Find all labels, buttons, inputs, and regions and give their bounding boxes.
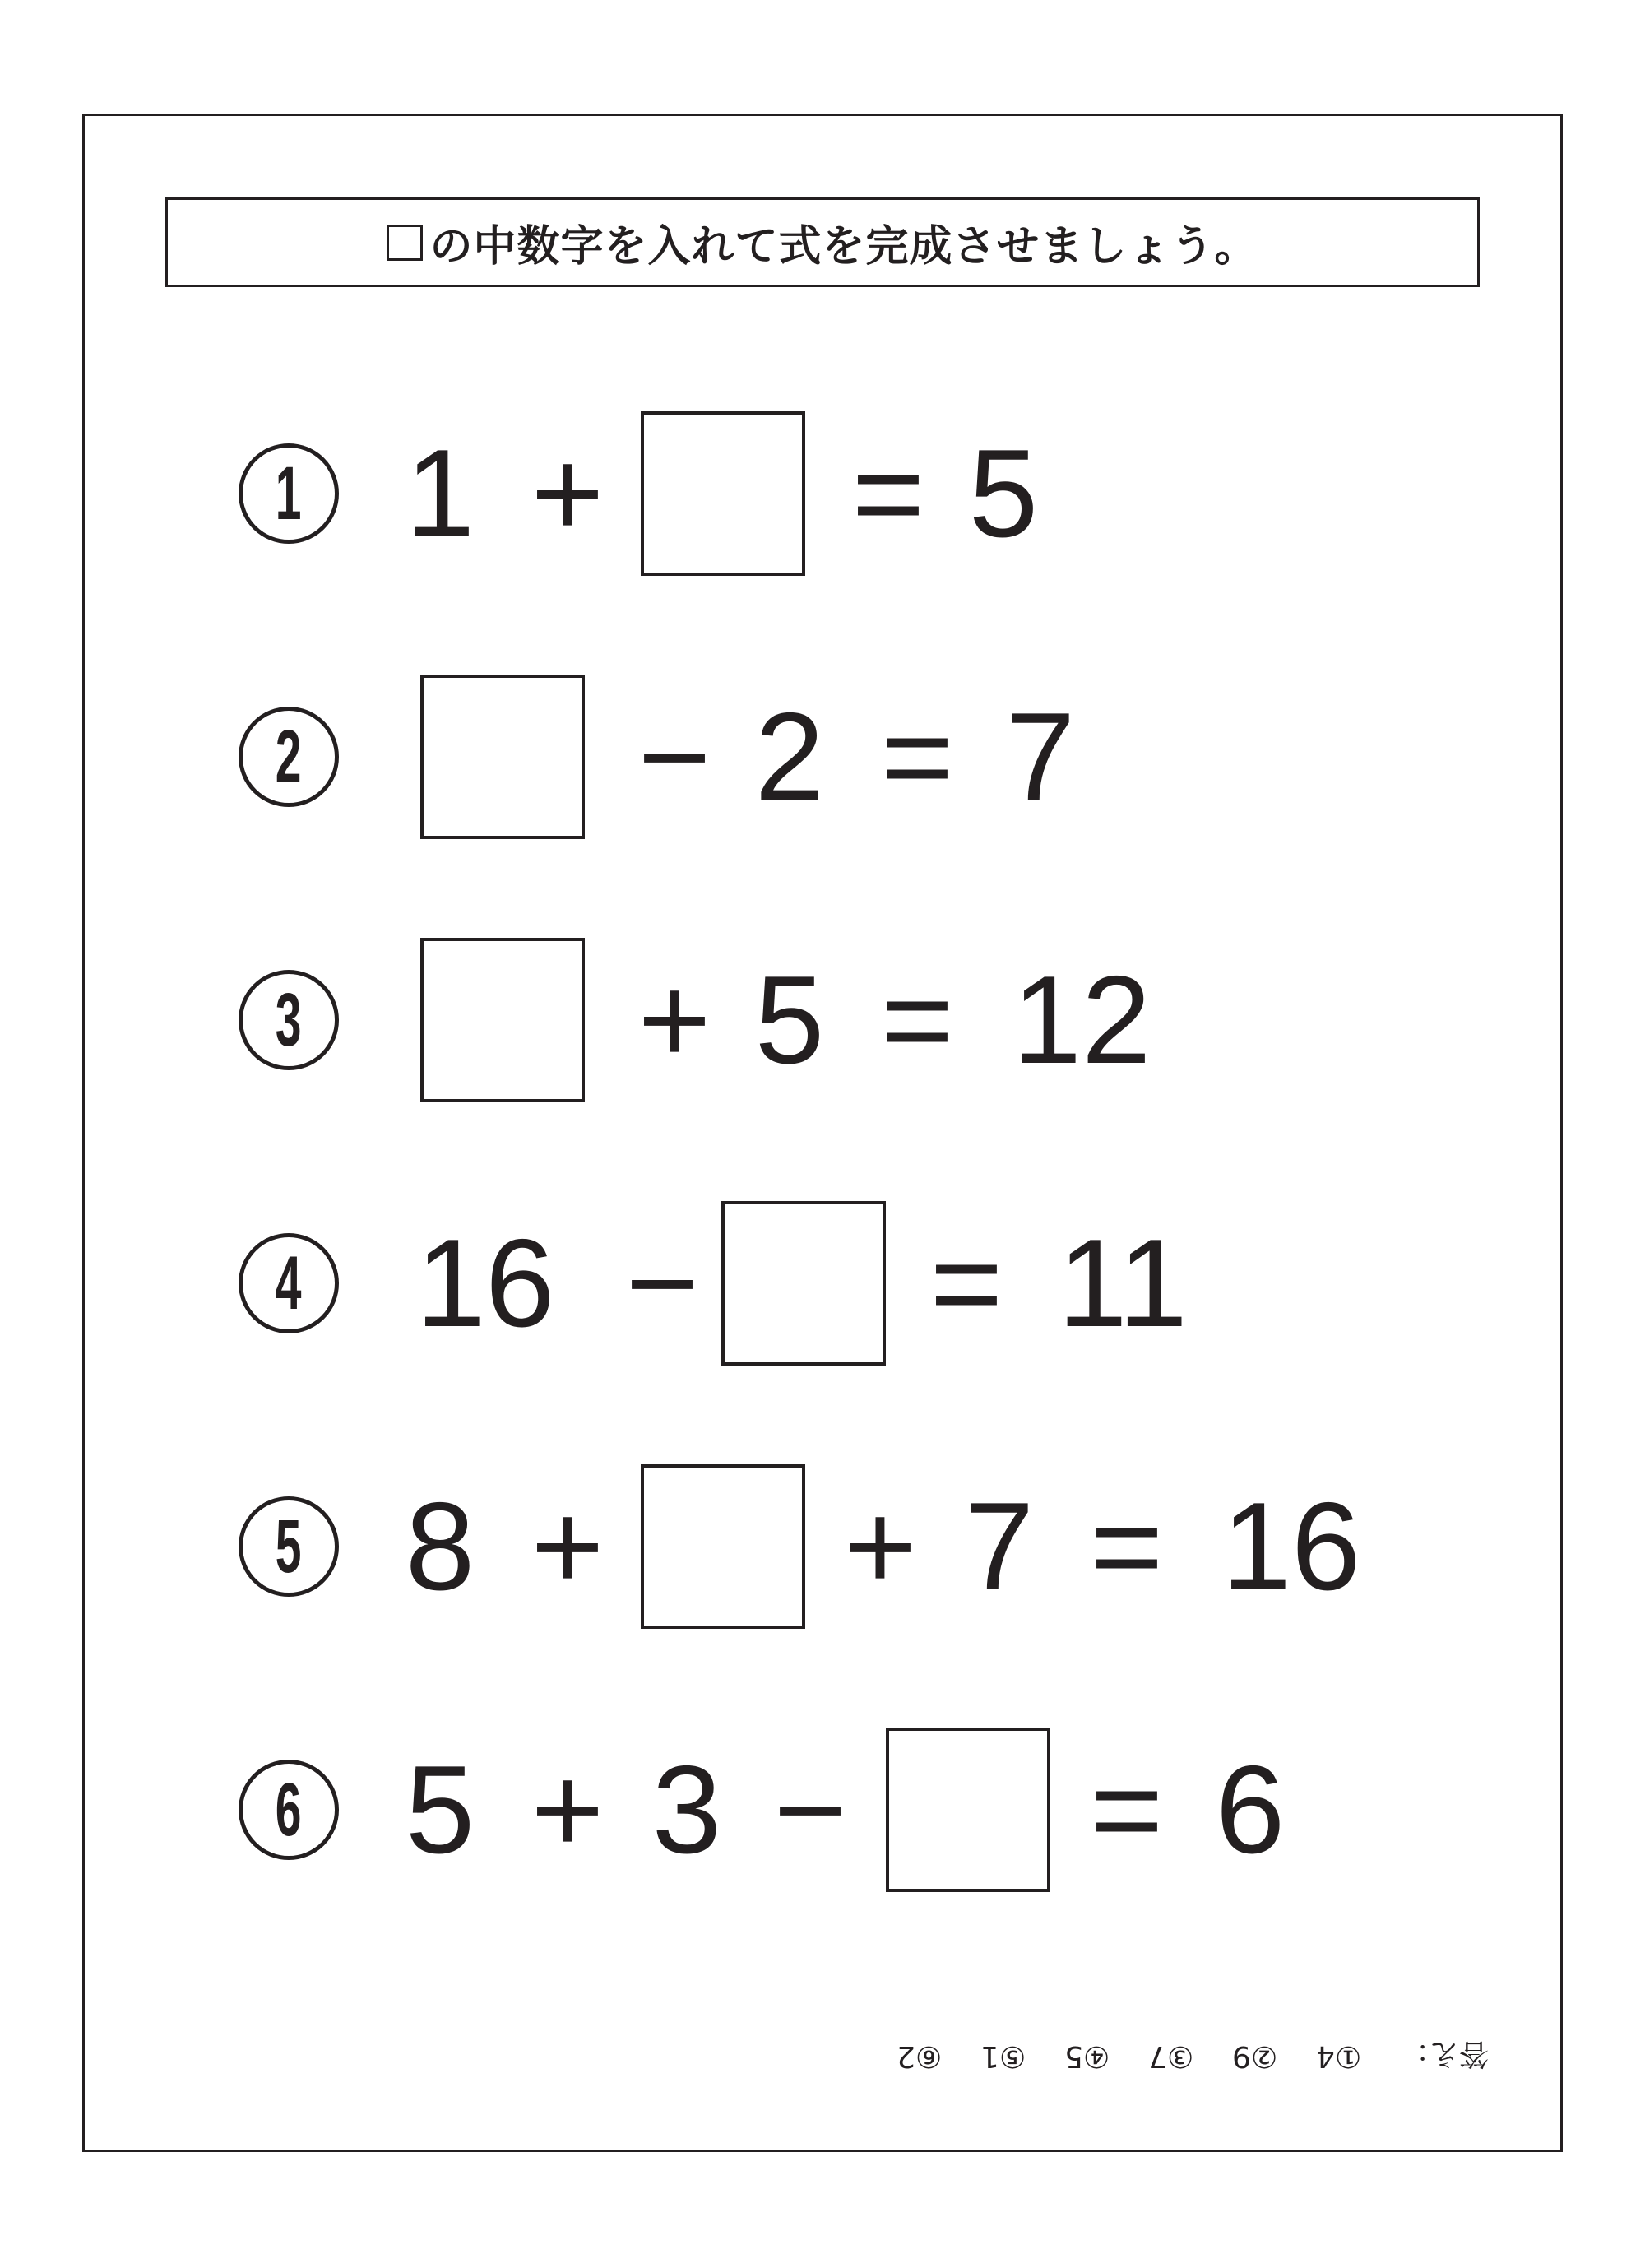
plus-sign: +: [531, 1477, 605, 1616]
equals-sign: =: [851, 424, 925, 564]
answer-blank-box[interactable]: [641, 411, 805, 576]
problem-3: [0, 930, 1645, 1111]
answer-item: ④5: [1064, 2039, 1110, 2074]
result: 7: [1005, 687, 1076, 827]
problem-number-badge: 5: [239, 1496, 339, 1597]
problem-5: [0, 1456, 1645, 1637]
equals-sign: =: [1090, 1477, 1164, 1616]
plus-sign: +: [637, 950, 711, 1090]
answer-item: ③7: [1148, 2039, 1194, 2074]
plus-sign: +: [843, 1477, 917, 1616]
instruction-box-symbol: [387, 225, 423, 261]
answer-key-label: 答え：: [1399, 2037, 1489, 2071]
answer-item: ⑥2: [897, 2039, 943, 2074]
result: 16: [1221, 1477, 1361, 1616]
result: 5: [968, 424, 1039, 564]
minus-sign: −: [773, 1740, 847, 1880]
operand: 7: [964, 1477, 1035, 1616]
answer-blank-box[interactable]: [886, 1728, 1050, 1892]
result: 12: [1012, 950, 1152, 1090]
equals-sign: =: [929, 1213, 1003, 1353]
answer-item: ②9: [1232, 2039, 1278, 2074]
instruction-banner: [165, 197, 1480, 287]
answer-blank-box[interactable]: [721, 1201, 886, 1366]
minus-sign: −: [637, 687, 711, 827]
instruction-text: の中数字を入れて式を完成させましょう。: [429, 222, 1258, 271]
answer-blank-box[interactable]: [420, 675, 585, 839]
minus-sign: −: [625, 1213, 699, 1353]
answer-item: ①4: [1316, 2039, 1362, 2074]
problem-4: [0, 1193, 1645, 1374]
operand: 5: [754, 950, 825, 1090]
operand: 16: [415, 1213, 555, 1353]
result: 6: [1215, 1740, 1286, 1880]
problem-number-badge: 1: [239, 443, 339, 544]
operand: 2: [754, 687, 825, 827]
equals-sign: =: [880, 950, 954, 1090]
problem-number-badge: 4: [239, 1233, 339, 1333]
plus-sign: +: [531, 424, 605, 564]
equals-sign: =: [1090, 1740, 1164, 1880]
problem-1: [0, 403, 1645, 584]
plus-sign: +: [531, 1740, 605, 1880]
operand: 5: [405, 1740, 475, 1880]
problem-number-badge: 3: [239, 970, 339, 1070]
answer-item: ⑤1: [980, 2039, 1026, 2074]
problem-2: [0, 666, 1645, 847]
problem-number-badge: 6: [239, 1760, 339, 1860]
operand: 3: [651, 1740, 722, 1880]
equals-sign: =: [880, 687, 954, 827]
problem-6: [0, 1719, 1645, 1900]
result: 11: [1058, 1213, 1188, 1353]
answer-key-upside-down: [897, 2032, 1489, 2081]
operand: 8: [405, 1477, 475, 1616]
problem-number-badge: 2: [239, 707, 339, 807]
answer-blank-box[interactable]: [420, 938, 585, 1102]
operand: 1: [405, 424, 475, 564]
answer-blank-box[interactable]: [641, 1464, 805, 1629]
